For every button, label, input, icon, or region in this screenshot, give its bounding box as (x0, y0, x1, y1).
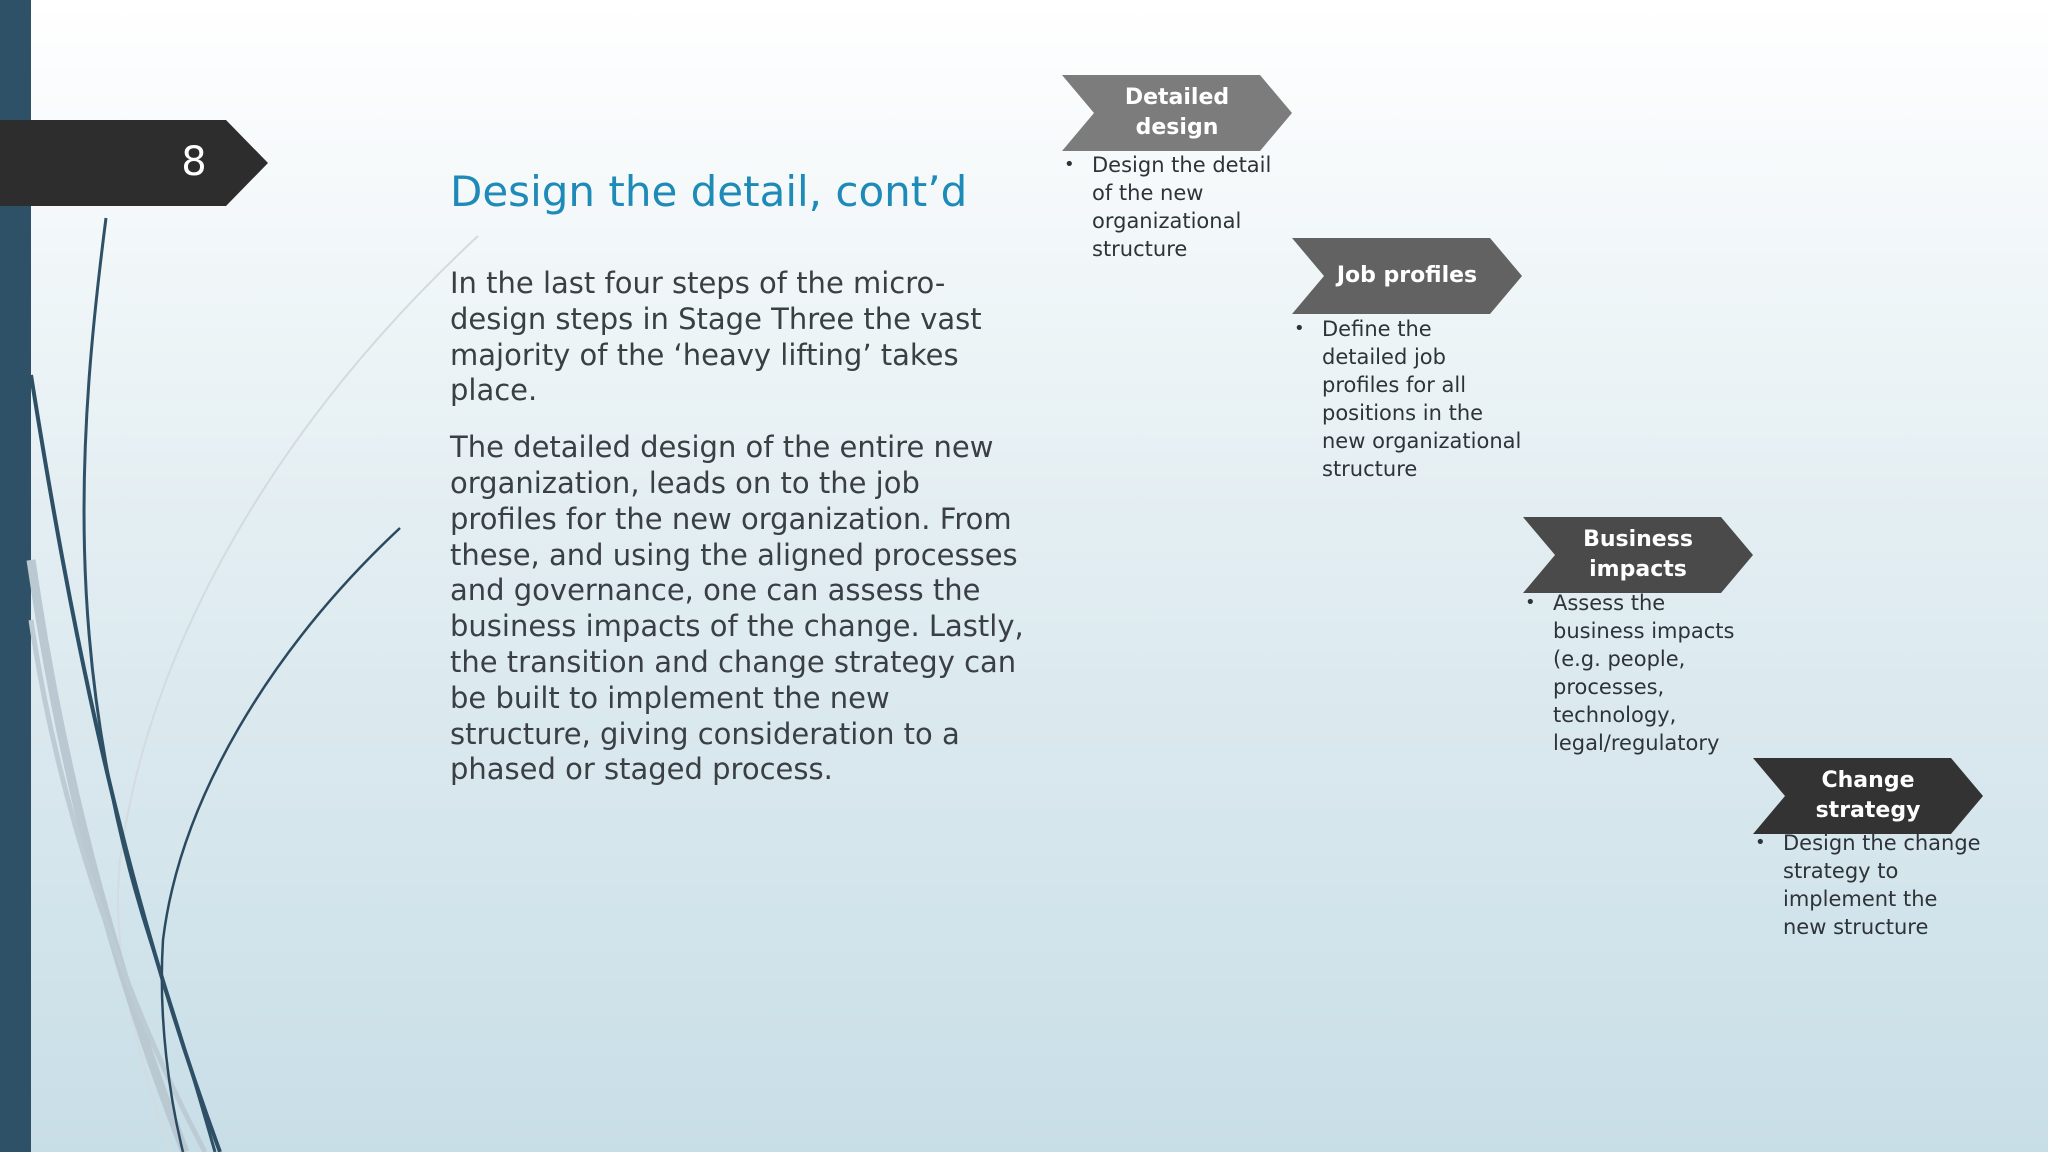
slide-number: 8 (181, 139, 207, 185)
step-label: Job profiles (1336, 263, 1478, 288)
body-text (450, 266, 1030, 809)
step-label: Business impacts (1583, 527, 1693, 582)
body-paragraph-1: In the last four steps of the micro-design steps in Stage Three the vast majority of the ‘heavy lifting’ takes place. (450, 266, 982, 408)
step-bullet-list (1292, 315, 1522, 483)
step-label: Detailed design (1124, 85, 1230, 140)
list-item: • Design the change strategy to implement the new structure (1755, 831, 1981, 939)
body-paragraph-2: The detailed design of the entire new organization, leads on to the job profiles for the new organization. From these, and using the aligned processes and governance, one can assess the business impacts of the change. Lastly, the transition and change strategy can be built to implement the new structure, giving consideration to a phased or staged process. (450, 430, 1024, 787)
list-item: • Design the detail of the new organizational structure (1064, 153, 1272, 261)
list-item: • Assess the business impacts (e.g. people, processes, technology, legal/regulatory (1525, 591, 1735, 755)
step-bullet-list (1062, 151, 1292, 263)
bullet-icon: • (1755, 832, 1766, 853)
step-bullet-list (1753, 829, 1983, 941)
step-label: Change strategy (1815, 768, 1921, 823)
bullet-icon: • (1294, 318, 1305, 339)
bullet-icon: • (1064, 154, 1075, 175)
slide-title: Design the detail, cont’d (450, 167, 968, 216)
bullet-icon: • (1525, 592, 1536, 613)
step-bullet-list (1523, 589, 1753, 757)
list-item: • Define the detailed job profiles for all positions in the new organizational structure (1294, 317, 1522, 481)
